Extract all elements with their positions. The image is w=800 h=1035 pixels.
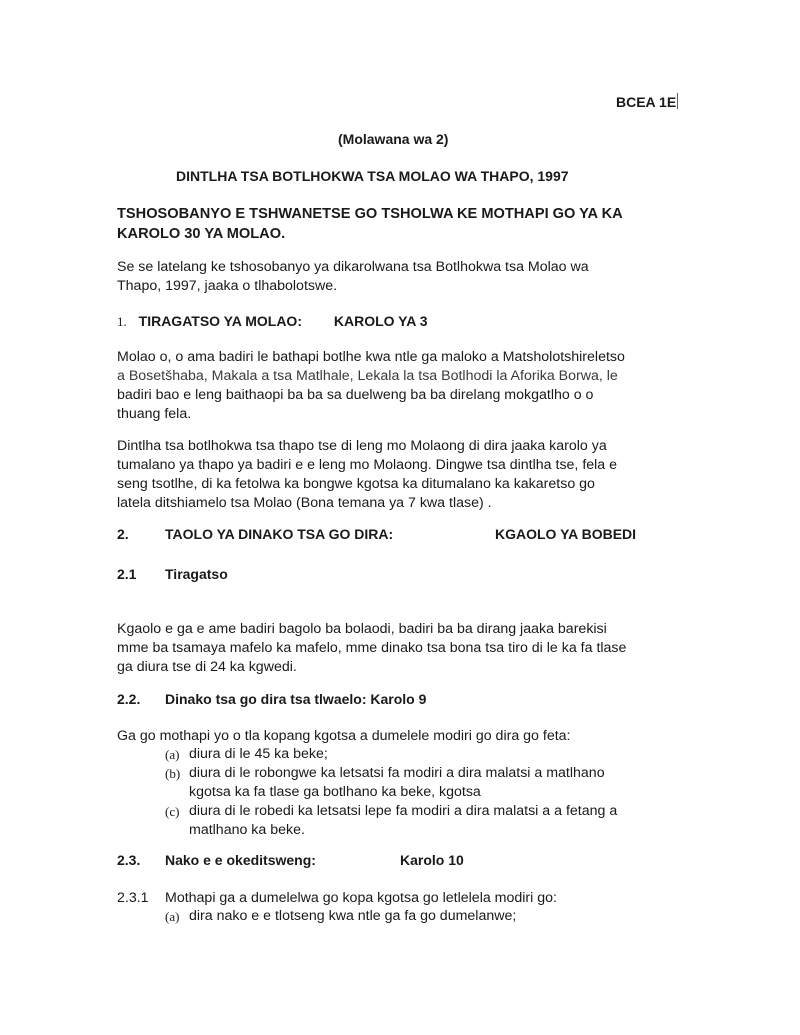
subsection-2-3-1-list bbox=[165, 907, 516, 926]
list-item-text bbox=[189, 802, 617, 840]
section-number: 1. bbox=[117, 314, 127, 329]
paragraph-line: ga diura tse di 24 ka kgwedi. bbox=[117, 659, 297, 675]
subsection-2-2-title: Dinako tsa go dira tsa tlwaelo: Karolo 9 bbox=[165, 691, 427, 707]
paragraph-line: latela ditshiamelo tsa Molao (Bona temana ya 7 kwa tlase) . bbox=[117, 495, 492, 511]
section-2-heading bbox=[117, 526, 129, 542]
document-title: DINTLHA TSA BOTLHOKWA TSA MOLAO WA THAPO, 1997 bbox=[176, 168, 569, 184]
paragraph-line: badiri bao e leng baithaopi ba ba sa duelweng ba ba direlang mokgatlho o o bbox=[117, 387, 594, 403]
subsection-2-2-number: 2.2. bbox=[117, 691, 141, 707]
intro-line: Thapo, 1997, jaaka o tlhabolotswe. bbox=[117, 278, 338, 294]
document-code bbox=[616, 93, 678, 110]
paragraph-line: Molao o, o ama badiri le bathapi botlhe kwa ntle ga maloko a Matsholotshireletso bbox=[117, 349, 625, 365]
document-heading bbox=[117, 204, 623, 244]
subsection-2-3-1-lead: Mothapi ga a dumelelwa go kopa kgotsa go letlelela modiri go: bbox=[165, 890, 557, 906]
heading-line: KAROLO 30 YA MOLAO. bbox=[117, 226, 286, 242]
subsection-2-1-title: Tiragatso bbox=[165, 566, 228, 582]
section-ref: KAROLO YA 3 bbox=[333, 313, 428, 329]
list-item-line: diura di le 45 ka beke; bbox=[189, 746, 328, 762]
list-item-label: (a) bbox=[165, 747, 180, 762]
section-1-paragraph-1 bbox=[117, 348, 625, 424]
document-code-text: BCEA 1E bbox=[616, 94, 677, 110]
paragraph-line: mme ba tsamaya mafelo ka mafelo, mme dinako tsa bona tsa tiro di le ka fa tlase bbox=[117, 640, 627, 656]
subsection-2-2-list bbox=[165, 745, 617, 840]
paragraph-line: Kgaolo e ga e ame badiri bagolo ba bolaodi, badiri ba ba dirang jaaka barekisi bbox=[117, 621, 607, 637]
subsection-2-3-1-number: 2.3.1 bbox=[117, 890, 149, 906]
heading-line: TSHOSOBANYO E TSHWANETSE GO TSHOLWA KE MOTHAPI GO YA KA bbox=[117, 206, 623, 222]
intro-line: Se se latelang ke tshosobanyo ya dikarolwana tsa Botlhokwa tsa Molao wa bbox=[117, 259, 589, 275]
paragraph-line: a Bosetšhaba, Makala a tsa Matlhale, Lekala la tsa Botlhodi la Aforika Borwa, le bbox=[117, 368, 618, 384]
list-item bbox=[165, 802, 617, 840]
subsection-2-3-number: 2.3. bbox=[117, 852, 141, 868]
text-cursor bbox=[677, 93, 678, 109]
list-item bbox=[165, 745, 617, 764]
section-number: 2. bbox=[117, 526, 129, 542]
list-item-label: (b) bbox=[165, 766, 181, 781]
section-title: TIRAGATSO YA MOLAO: bbox=[138, 313, 302, 329]
subsection-2-1-paragraph bbox=[117, 620, 626, 677]
intro-paragraph bbox=[117, 258, 589, 296]
list-item-text bbox=[189, 764, 605, 802]
subsection-2-3-ref: Karolo 10 bbox=[400, 852, 464, 868]
document-subtitle: (Molawana wa 2) bbox=[338, 131, 449, 147]
list-item-line: diura di le robedi ka letsatsi lepe fa modiri a dira malatsi a a fetang a bbox=[189, 803, 618, 819]
list-item-text: dira nako e e tlotseng kwa ntle ga fa go dumelanwe; bbox=[189, 908, 517, 924]
list-item bbox=[165, 907, 516, 926]
section-1-paragraph-2 bbox=[117, 437, 617, 513]
section-2-title: TAOLO YA DINAKO TSA GO DIRA: bbox=[165, 526, 394, 542]
paragraph-line: thuang fela. bbox=[117, 406, 192, 422]
paragraph-line: seng tsotlhe, di ka fetolwa ka bongwe kgotsa ka ditumalano ka kakaretso go bbox=[117, 476, 595, 492]
list-item-text bbox=[189, 745, 328, 764]
list-item-line: kgotsa ka fa tlase ga botlhano ka beke, kgotsa bbox=[189, 784, 481, 800]
list-item-line: matlhano ka beke. bbox=[189, 822, 305, 838]
subsection-2-2-lead: Ga go mothapi yo o tla kopang kgotsa a dumelele modiri go dira go feta: bbox=[117, 728, 571, 744]
list-item-label: (c) bbox=[165, 804, 180, 819]
paragraph-line: Dintlha tsa botlhokwa tsa thapo tse di leng mo Molaong di dira jaaka karolo ya bbox=[117, 438, 607, 454]
list-item bbox=[165, 764, 617, 802]
subsection-2-3-title: Nako e e okeditsweng: bbox=[165, 852, 316, 868]
section-2-ref: KGAOLO YA BOBEDI bbox=[495, 526, 637, 542]
subsection-2-1-number: 2.1 bbox=[117, 566, 137, 582]
list-item-line: diura di le robongwe ka letsatsi fa modiri a dira malatsi a matlhano bbox=[189, 765, 605, 781]
section-1-heading bbox=[117, 313, 428, 330]
paragraph-line: tumalano ya thapo ya badiri e e leng mo Molaong. Dingwe tsa dintlha tse, fela e bbox=[117, 457, 618, 473]
list-item-label: (a) bbox=[165, 909, 180, 924]
